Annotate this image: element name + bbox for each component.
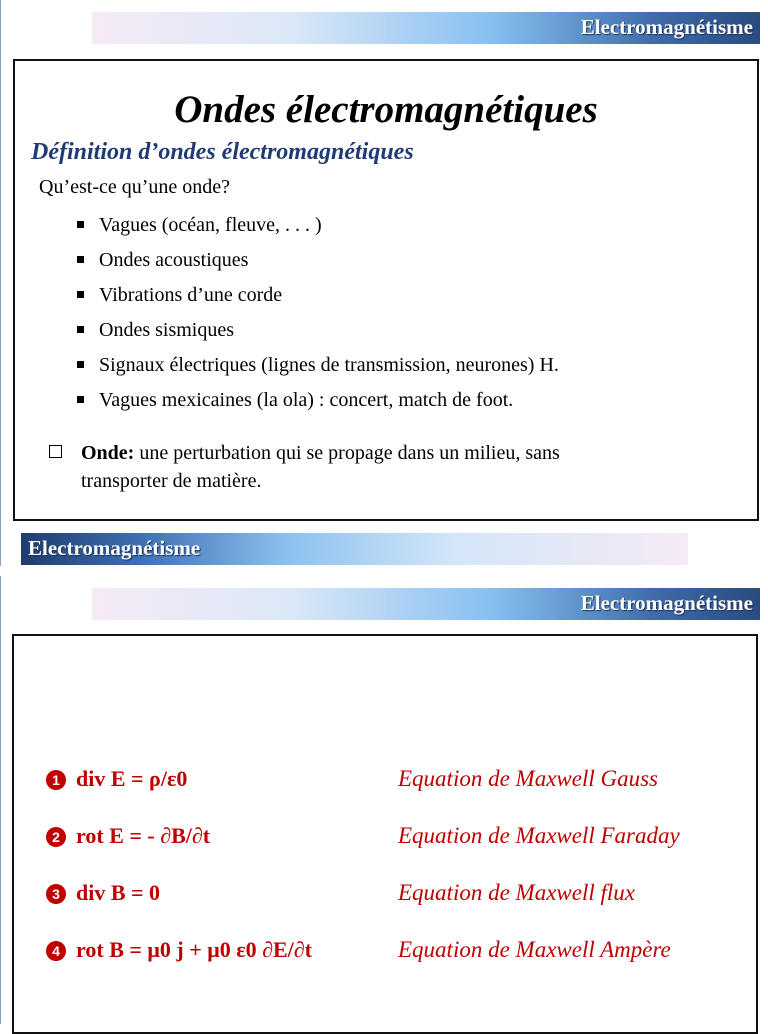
list-item: Ondes sismiques — [77, 318, 559, 353]
bullet-square-icon — [77, 326, 84, 333]
equation-formula: div B = 0 — [76, 880, 161, 905]
question-text: Qu’est-ce qu’une onde? — [39, 176, 231, 198]
equations-box — [12, 634, 758, 1034]
number-bullet-icon: 3 — [46, 884, 66, 904]
examples-list — [77, 213, 559, 423]
number-bullet-icon: 4 — [46, 941, 66, 961]
bullet-square-icon — [77, 361, 84, 368]
definition-text-continued: transporter de matière. — [81, 470, 262, 492]
page-title: Ondes électromagnétiques — [174, 88, 598, 131]
equation-name: Equation de Maxwell Faraday — [398, 823, 680, 848]
number-bullet-icon: 2 — [46, 827, 66, 847]
equation-formula: rot B = μ0 j + μ0 ε0 ∂E/∂t — [76, 937, 312, 962]
equation-row — [46, 766, 746, 806]
section-subtitle: Définition d’ondes électromagnétiques — [31, 139, 414, 165]
header-banner — [92, 12, 760, 44]
equation-row — [46, 937, 746, 977]
footer-title: Electromagnétisme — [28, 536, 201, 560]
equation-row — [46, 823, 746, 863]
slide-separator — [0, 566, 768, 576]
equation-formula: rot E = - ∂B/∂t — [76, 823, 211, 848]
bullet-square-icon — [77, 256, 84, 263]
header-title: Electromagnétisme — [580, 15, 753, 39]
header-title: Electromagnétisme — [580, 591, 753, 615]
checkbox-bullet-icon — [49, 445, 62, 458]
list-item: Vibrations d’une corde — [77, 283, 559, 318]
bullet-square-icon — [77, 291, 84, 298]
definition-text: une perturbation qui se propage dans un milieu, sans — [134, 442, 560, 464]
definition-label: Onde: — [81, 442, 135, 464]
list-item: Vagues mexicaines (la ola) : concert, match de foot. — [77, 388, 559, 423]
definition — [51, 439, 731, 495]
list-item: Signaux électriques (lignes de transmission, neurones) H. — [77, 353, 559, 388]
bullet-square-icon — [77, 396, 84, 403]
equation-name: Equation de Maxwell flux — [398, 880, 635, 905]
number-bullet-icon: 1 — [46, 770, 66, 790]
equation-name: Equation de Maxwell Ampère — [398, 937, 671, 962]
bullet-square-icon — [77, 221, 84, 228]
list-item: Vagues (océan, fleuve, . . . ) — [77, 213, 559, 248]
header-banner — [92, 588, 760, 620]
footer-banner — [21, 533, 688, 565]
equation-formula: div E = ρ/ε0 — [76, 766, 188, 791]
equation-name: Equation de Maxwell Gauss — [398, 766, 658, 791]
content-box — [13, 59, 759, 521]
list-item: Ondes acoustiques — [77, 248, 559, 283]
equation-row — [46, 880, 746, 920]
